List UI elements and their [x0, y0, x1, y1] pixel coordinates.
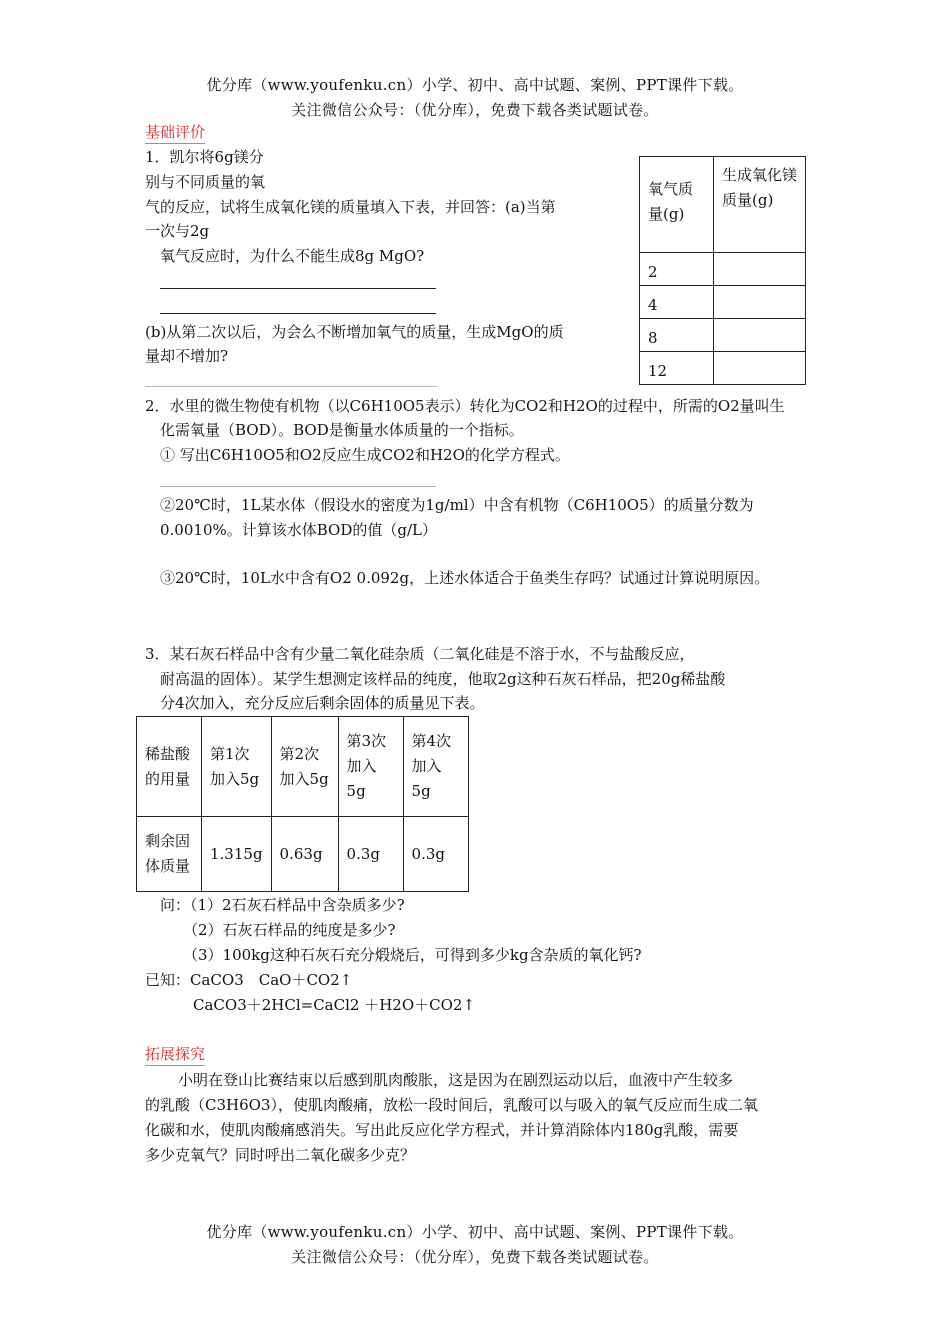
- q3-table-header: 第2次加入5g: [271, 717, 338, 817]
- q2-line-2: 化需氧量（BOD）。BOD是衡量水体质量的一个指标。: [160, 421, 524, 439]
- q3-table-header: 第1次加入5g: [202, 717, 272, 817]
- section-title-basic: 基础评价: [145, 121, 205, 144]
- q1-table-answer-cell[interactable]: [714, 352, 806, 385]
- q3-ask-2: （2）石灰石样品的纯度是多少?: [183, 921, 396, 939]
- q1-table-answer-cell[interactable]: [714, 253, 806, 286]
- q3-ask-1: 问：（1）2石灰石样品中含杂质多少?: [160, 896, 405, 914]
- ext-line-2: 的乳酸（C3H6O3），使肌肉酸痛，放松一段时间后，乳酸可以与吸入的氧气反应而生成二氧: [145, 1096, 758, 1114]
- q1-table-cell: 12: [640, 352, 714, 385]
- q2-line-3: ① 写出C6H10O5和O2反应生成CO2和H2O的化学方程式。: [160, 446, 570, 464]
- q3-table-cell: 0.3g: [403, 817, 468, 892]
- q2-line-4: ②20℃时，1L某水体（假设水的密度为1g/ml）中含有机物（C6H10O5）的质量分数为: [160, 496, 754, 514]
- q1-line-1: 1．凯尔将6g镁分: [145, 148, 264, 166]
- q2-line-6: ③20℃时，10L水中含有O2 0.092g，上述水体适合于鱼类生存吗？试通过计算说明原因。: [160, 569, 770, 587]
- q3-line-2: 耐高温的固体）。某学生想测定该样品的纯度，他取2g这种石灰石样品，把20g稀盐酸: [160, 670, 726, 688]
- ext-line-1: 小明在登山比赛结束以后感到肌肉酸胀，这是因为在剧烈运动以后，血液中产生较多: [178, 1071, 734, 1089]
- q1-line-6: (b)从第二次以后，为会么不断增加氧气的质量，生成MgO的质: [145, 323, 564, 341]
- q3-ask-3: （3）100kg这种石灰石充分煅烧后，可得到多少kg含杂质的氧化钙?: [183, 946, 642, 964]
- q3-table-cell: 0.3g: [338, 817, 403, 892]
- footer-line-1: 优分库（www.youfenku.cn）小学、初中、高中试题、案例、PPT课件下载。: [206, 1223, 744, 1241]
- q1-table-cell: 4: [640, 286, 714, 319]
- q1-line-3: 气的反应，试将生成氧化镁的质量填入下表，并回答：(a)当第: [145, 198, 556, 216]
- q3-known-2: CaCO3＋2HCl=CaCl2 ＋H2O＋CO2↑: [193, 996, 476, 1014]
- ext-line-3: 化碳和水，使肌肉酸痛感消失。写出此反应化学方程式，并计算消除体内180g乳酸，需要: [145, 1121, 739, 1139]
- section-title-extension: 拓展探究: [145, 1043, 205, 1066]
- q2-line-5: 0.0010%。计算该水体BOD的值（g/L）: [160, 521, 437, 539]
- q1-table-answer-cell[interactable]: [714, 319, 806, 352]
- q3-line-3: 分4次加入，充分反应后剩余固体的质量见下表。: [160, 694, 485, 712]
- ext-line-4: 多少克氧气？同时呼出二氧化碳多少克？: [145, 1146, 416, 1164]
- q3-table-cell: 1.315g: [202, 817, 272, 892]
- q3-table-header: 稀盐酸的用量: [137, 717, 202, 817]
- q1-line-2: 别与不同质量的氧: [145, 173, 266, 191]
- answer-line: [160, 288, 436, 289]
- q1-table: [639, 156, 806, 385]
- q1-table-answer-cell[interactable]: [714, 286, 806, 319]
- answer-line: [160, 313, 436, 314]
- answer-line: [160, 486, 436, 487]
- q3-table-cell: 0.63g: [271, 817, 338, 892]
- header-line-1: 优分库（www.youfenku.cn）小学、初中、高中试题、案例、PPT课件下载。: [206, 76, 744, 94]
- q3-table-header: 第4次加入5g: [403, 717, 468, 817]
- q3-table-cell: 剩余固体质量: [137, 817, 202, 892]
- q1-line-7: 量却不增加?: [145, 347, 229, 365]
- header-line-2: 关注微信公众号：（优分库），免费下载各类试题试卷。: [291, 101, 659, 119]
- q1-table-cell: 2: [640, 253, 714, 286]
- q3-table-header: 第3次加入5g: [338, 717, 403, 817]
- footer-line-2: 关注微信公众号：（优分库），免费下载各类试题试卷。: [291, 1248, 659, 1266]
- q3-known-1: 已知：CaCO3 CaO＋CO2↑: [145, 971, 353, 989]
- q1-table-cell: 8: [640, 319, 714, 352]
- q2-line-1: 2．水里的微生物使有机物（以C6H10O5表示）转化为CO2和H2O的过程中，所需的O2量叫生: [145, 397, 785, 415]
- divider-line: [145, 386, 437, 387]
- q1-table-header-oxygen: 氧气质量(g): [640, 157, 714, 253]
- q1-line-4: 一次与2g: [145, 222, 210, 240]
- q1-line-5: 氧气反应时，为什么不能生成8g MgO?: [160, 247, 425, 265]
- q1-table-header-mgo: 生成氧化镁质量(g): [714, 157, 806, 253]
- q3-table: [136, 716, 469, 892]
- q3-line-1: 3．某石灰石样品中含有少量二氧化硅杂质（二氧化硅是不溶于水，不与盐酸反应，: [145, 645, 695, 663]
